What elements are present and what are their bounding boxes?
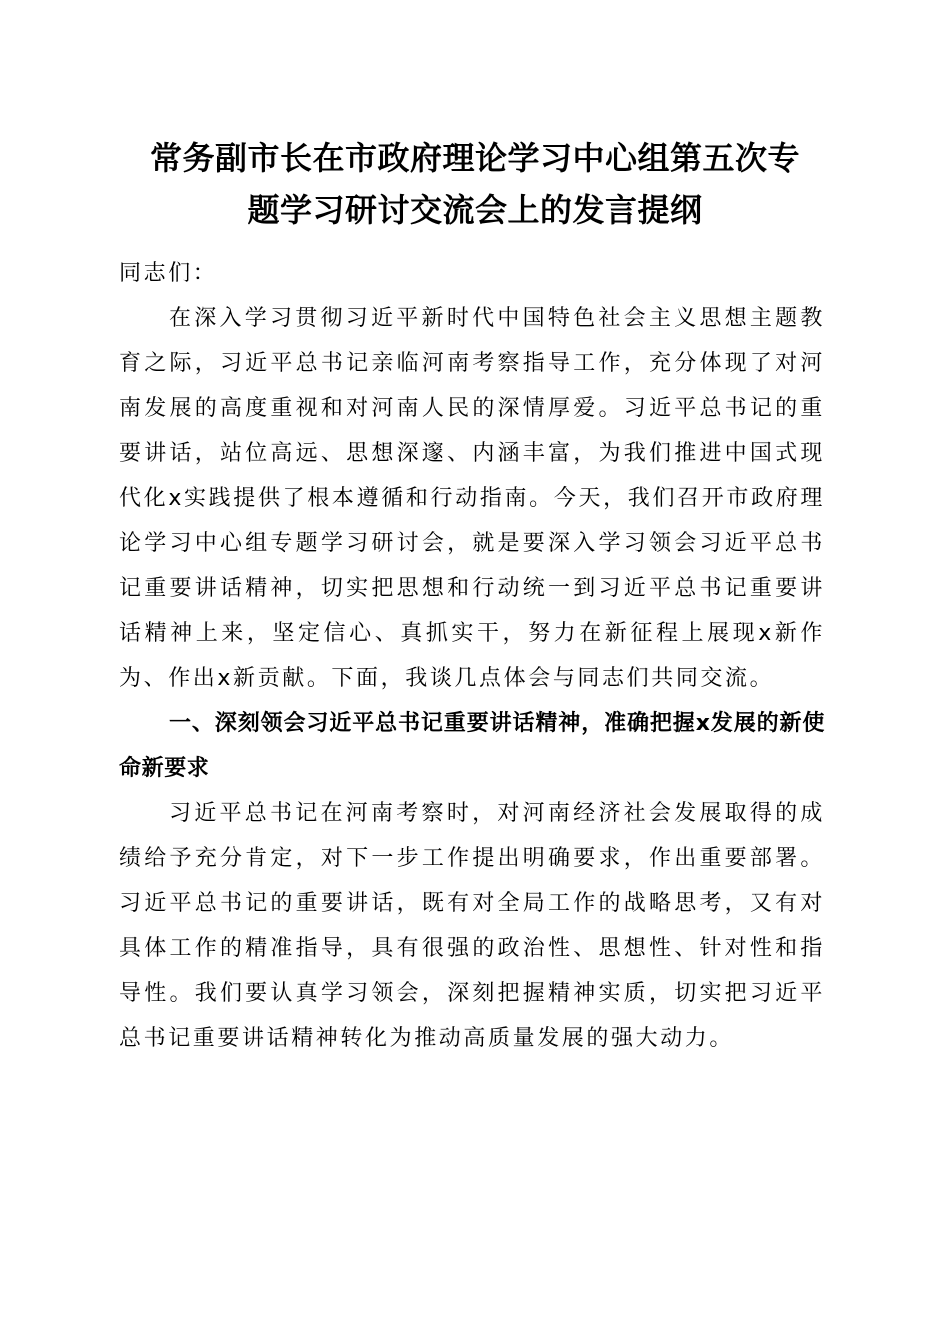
document-body: [119, 251, 825, 1061]
title-line-1: 常务副市长在市政府理论学习中心组第五次专: [149, 139, 800, 177]
document-title: [100, 132, 850, 236]
salutation: 同志们：: [119, 261, 218, 286]
section-1-paragraph: 习近平总书记在河南考察时，对河南经济社会发展取得的成绩给予充分肯定，对下一步工作提出明确要求，作出重要部署。习近平总书记的重要讲话，既有对全局工作的战略思考，又有对具体工作的精准指导，具有很强的政治性、思想性、针对性和指导性。我们要认真学习领会，深刻把握精神实质，切实把习近平总书记重要讲话精神转化为推动高质量发展的强大动力。: [119, 801, 825, 1051]
intro-paragraph: 在深入学习贯彻习近平新时代中国特色社会主义思想主题教育之际，习近平总书记亲临河南考察指导工作，充分体现了对河南发展的高度重视和对河南人民的深情厚爱。习近平总书记的重要讲话，站位高远、思想深邃、内涵丰富，为我们推进中国式现代化x实践提供了根本遵循和行动指南。今天，我们召开市政府理论学习中心组专题学习研讨会，就是要深入学习领会习近平总书记重要讲话精神，切实把思想和行动统一到习近平总书记重要讲话精神上来，坚定信心、真抓实干，努力在新征程上展现x新作为、作出x新贡献。下面，我谈几点体会与同志们共同交流。: [119, 306, 825, 691]
title-line-2: 题学习研讨交流会上的发言提纲: [247, 191, 703, 229]
section-heading-1: 一、深刻领会习近平总书记重要讲话精神，准确把握x发展的新使命新要求: [119, 711, 825, 781]
